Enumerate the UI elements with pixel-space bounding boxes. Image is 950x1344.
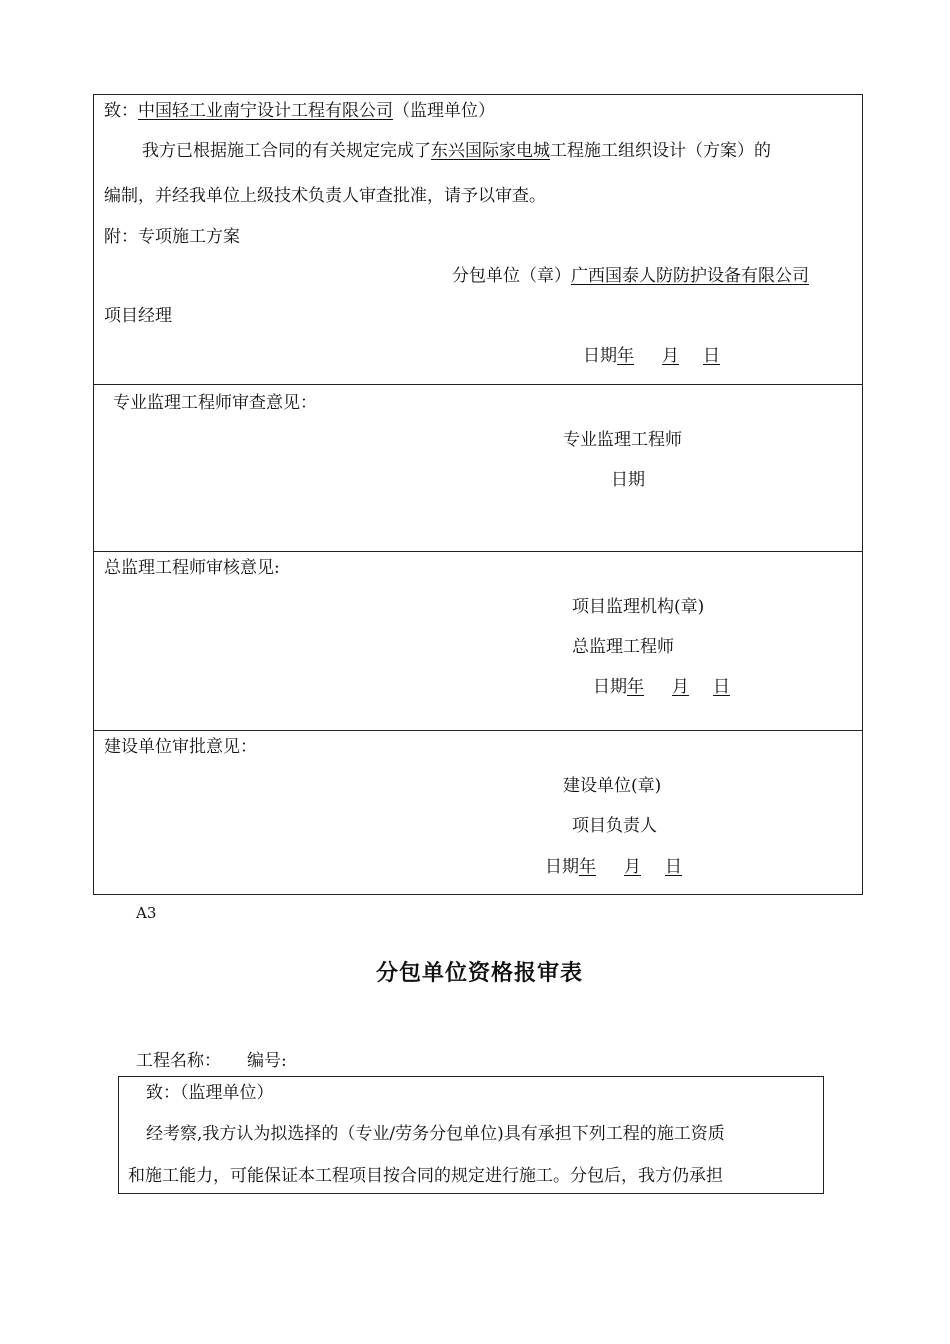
project-name-number-line (136, 1051, 287, 1071)
supervision-org-label: 项目监理机构(章) (572, 597, 705, 617)
specialist-review-title: 专业监理工程师审查意见： (113, 393, 317, 413)
body-line-1: 我方已根据施工合同的有关规定完成了东兴国际家电城工程施工组织设计（方案）的 (142, 141, 771, 161)
number-label: 编号: (247, 1051, 287, 1071)
form1-table (93, 94, 863, 895)
owner-approval-title: 建设单位审批意见： (104, 737, 257, 757)
specialist-date-label: 日期 (611, 470, 645, 490)
form2-body-line-1: 经考察,我方认为拟选择的（专业/劳务分包单位)具有承担下列工程的施工资质 (146, 1124, 725, 1144)
form2-title: 分包单位资格报审表 (376, 960, 584, 986)
project-name-label: 工程名称： (136, 1051, 221, 1071)
attachment-line: 附：专项施工方案 (104, 227, 240, 247)
form1-divider-1 (93, 384, 863, 385)
date-fields: 年 月 日 (579, 857, 682, 877)
form1-divider-2 (93, 551, 863, 552)
form-code: A3 (136, 904, 157, 922)
owner-unit-label: 建设单位(章) (563, 776, 662, 796)
form1-divider-3 (93, 730, 863, 731)
specialist-engineer-label: 专业监理工程师 (563, 430, 682, 450)
form2-to-line: 致：（监理单位） (146, 1083, 274, 1103)
project-owner-label: 项目负责人 (572, 816, 657, 836)
to-prefix: 致： (104, 101, 138, 121)
date-line-2: 日期年 月 日 (593, 677, 730, 697)
to-suffix: （监理单位） (393, 101, 495, 121)
project-name: 东兴国际家电城 (431, 141, 550, 161)
subcontractor-label: 分包单位（章） (452, 266, 571, 286)
chief-review-title: 总监理工程师审核意见: (104, 558, 280, 578)
date-fields: 年 月 日 (627, 677, 730, 697)
date-line-3: 日期年 月 日 (545, 857, 682, 877)
chief-engineer-label: 总监理工程师 (572, 637, 674, 657)
subcontractor-name: 广西国泰人防防护设备有限公司 (571, 266, 809, 286)
subcontractor-line (452, 266, 809, 286)
project-manager-label: 项目经理 (104, 306, 172, 326)
to-line (104, 101, 495, 121)
form2-body-line-2: 和施工能力，可能保证本工程项目按合同的规定进行施工。分包后，我方仍承担 (128, 1166, 723, 1186)
body-line-2: 编制，并经我单位上级技术负责人审查批准，请予以审查。 (104, 186, 546, 206)
date-fields: 年 月 日 (617, 346, 720, 366)
date-line-1: 日期年 月 日 (583, 346, 720, 366)
supervision-unit-name: 中国轻工业南宁设计工程有限公司 (138, 101, 393, 121)
